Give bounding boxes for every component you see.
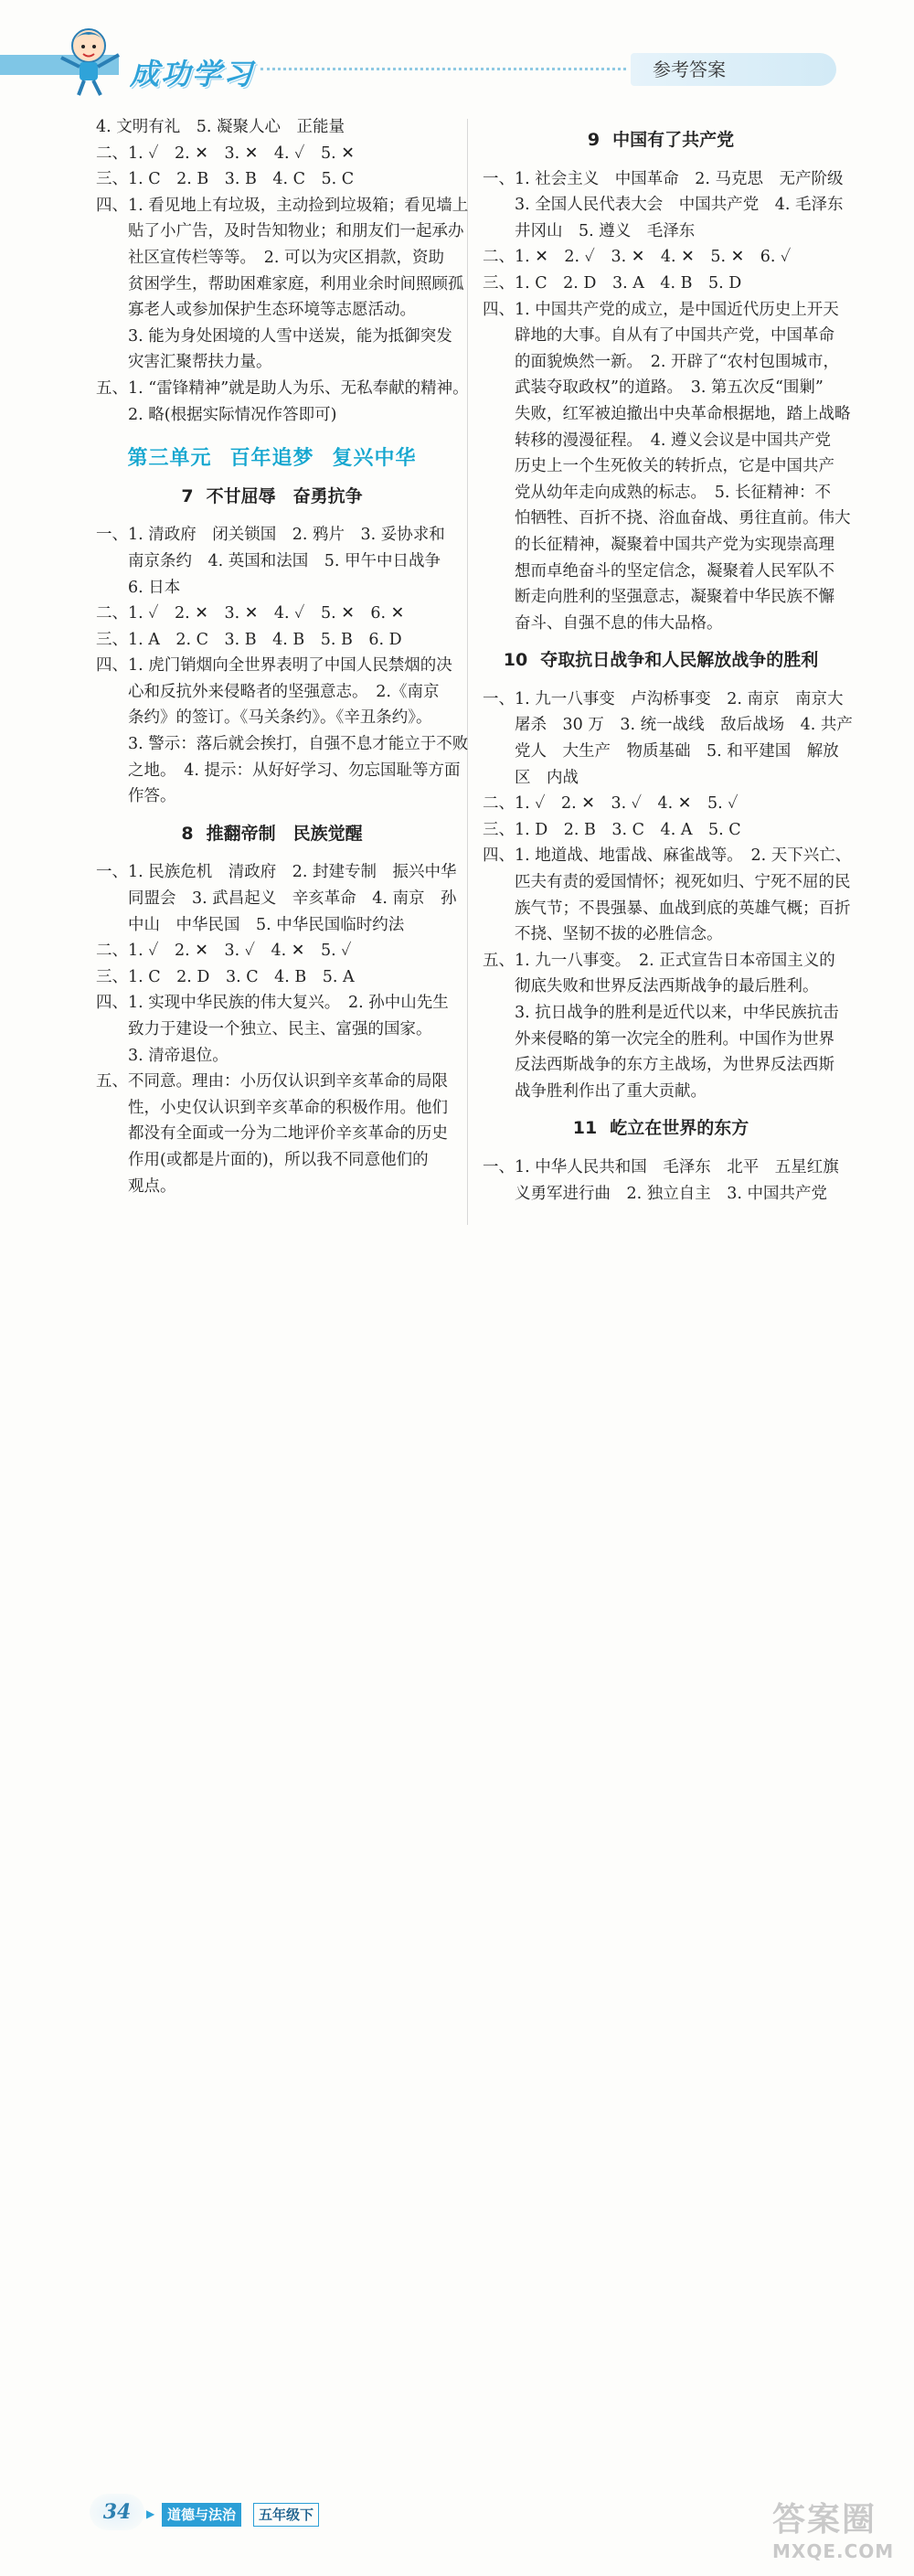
- answer-line: 五、1. 九一八事变。 2. 正式宣告日本帝国主义的: [483, 951, 835, 970]
- lesson-heading: [483, 647, 839, 674]
- answer-line: 南京条约 4. 英国和法国 5. 甲午中日战争: [96, 551, 441, 570]
- answer-line: 反法西斯战争的东方主战场，为世界反法西斯: [483, 1056, 834, 1075]
- answer-line: 党人 大生产 物质基础 5. 和平建国 解放: [483, 742, 839, 761]
- answer-line: 中山 中华民国 5. 中华民国临时约法: [96, 915, 405, 934]
- answer-line: 性，小史仅认识到辛亥革命的积极作用。他们: [96, 1098, 448, 1117]
- section-tag: 参考答案: [631, 53, 836, 86]
- brand-title: 成功学习: [130, 57, 255, 91]
- lesson-heading: [96, 821, 448, 847]
- answer-line: 四、1. 看见地上有垃圾，主动捡到垃圾箱；看见墙上: [96, 196, 469, 215]
- answer-line: 彻底失败和世界反法西斯战争的最后胜利。: [483, 977, 819, 996]
- answer-line: 2. 略(根据实际情况作答即可): [96, 405, 337, 424]
- answer-line: 武装夺取政权”的道路。 3. 第五次反“围剿”: [483, 378, 824, 398]
- answer-line: 作用(或都是片面的)，所以我不同意他们的: [96, 1150, 429, 1169]
- answer-line: 作答。: [96, 787, 176, 806]
- answer-line: 寡老人或参加保护生态环境等志愿活动。: [96, 301, 416, 320]
- lesson-number: 8: [181, 823, 194, 844]
- answer-line: 井冈山 5. 遵义 毛泽东: [483, 221, 696, 240]
- answer-line: 四、1. 虎门销烟向全世界表明了中国人民禁烟的决: [96, 656, 452, 676]
- answer-line: 一、1. 社会主义 中国革命 2. 马克思 无产阶级: [483, 169, 844, 188]
- answer-line: 贫困学生，帮助困难家庭，利用业余时间照顾孤: [96, 274, 464, 293]
- answer-line: 一、1. 中华人民共和国 毛泽东 北平 五星红旗: [483, 1157, 839, 1176]
- lesson-heading: [96, 484, 448, 510]
- answer-line: 辟地的大事。自从有了中国共产党，中国革命: [483, 326, 834, 346]
- answer-line: 条约》的签订。《马关条约》。《辛丑条约》。: [96, 708, 432, 728]
- lesson-title: 中国有了共产党: [612, 130, 735, 150]
- answer-line: 的面貌焕然一新。 2. 开辟了“农村包围城市，: [483, 352, 839, 371]
- answer-line: 转移的漫漫征程。 4. 遵义会议是中国共产党: [483, 431, 832, 450]
- unit-heading-part: 复兴中华: [332, 447, 417, 471]
- answer-line: 致力于建设一个独立、民主、富强的国家。: [96, 1020, 432, 1038]
- answer-line: 社区宣传栏等等。 2. 可以为灾区捐款，资助: [96, 248, 445, 267]
- answer-line: 党从幼年走向成熟的标志。 5. 长征精神：不: [483, 483, 832, 502]
- lesson-number: 7: [181, 485, 194, 506]
- answer-line: 4. 文明有礼 5. 凝聚人心 正能量: [96, 118, 345, 136]
- answer-line: 3. 能为身处困境的人雪中送炭，能为抵御突发: [96, 326, 452, 346]
- answer-line: 匹夫有责的爱国情怀；视死如归、宁死不屈的民: [483, 873, 851, 892]
- answer-line: 一、1. 清政府 闭关锁国 2. 鸦片 3. 妥协求和: [96, 526, 445, 545]
- answer-line: 三、1. D 2. B 3. C 4. A 5. C: [483, 820, 741, 839]
- answer-line: 屠杀 30 万 3. 统一战线 敌后战场 4. 共产: [483, 716, 853, 735]
- watermark-url: MXQE.COM: [772, 2540, 895, 2562]
- answer-line: 四、1. 地道战、地雷战、麻雀战等。 2. 天下兴亡、: [483, 846, 852, 866]
- page-header: [0, 0, 914, 101]
- arrow-icon: ▶: [146, 2507, 155, 2520]
- lesson-number: 9: [587, 130, 600, 150]
- answer-line: 都没有全面或一分为二地评价辛亥革命的历史: [96, 1124, 448, 1144]
- answer-line: 历史上一个生死攸关的转折点，它是中国共产: [483, 457, 834, 476]
- answer-line: 3. 清帝退位。: [96, 1046, 228, 1065]
- answer-line: 二、1. ✓ 2. ✕ 3. ✓ 4. ✕ 5. ✓: [483, 794, 739, 814]
- answer-line: 外来侵略的第一次完全的胜利。中国作为世界: [483, 1029, 834, 1048]
- answer-line: 一、1. 民族危机 清政府 2. 封建专制 振兴中华: [96, 863, 457, 882]
- page-number: 34: [90, 2494, 144, 2530]
- answer-line: 二、1. ✓ 2. ✕ 3. ✕ 4. ✓ 5. ✕ 6. ✕: [96, 604, 405, 623]
- answer-line: 灾害汇聚帮扶力量。: [96, 353, 272, 372]
- answer-line: 三、1. C 2. D 3. A 4. B 5. D: [483, 273, 742, 293]
- answer-line: 断走向胜利的坚强意志，凝聚着中华民族不懈: [483, 588, 834, 607]
- page-footer: [0, 1243, 914, 2562]
- answer-line: 贴了小广告，及时告知物业；和朋友们一起承办: [96, 222, 464, 241]
- lesson-heading: [483, 127, 839, 154]
- lesson-title: 屹立在世界的东方: [610, 1118, 749, 1139]
- answer-line: 四、1. 实现中华民族的伟大复兴。 2. 孙中山先生: [96, 994, 449, 1013]
- answer-line: 同盟会 3. 武昌起义 辛亥革命 4. 南京 孙: [96, 889, 457, 909]
- answer-line: 之地。 4. 提示：从好好学习、勿忘国耻等方面: [96, 761, 461, 780]
- unit-heading-part: 第三单元: [127, 447, 212, 471]
- answer-line: 3. 警示：落后就会挨打，自强不息才能立于不败: [96, 735, 469, 754]
- answer-line: 观点。: [96, 1176, 176, 1196]
- answer-line: 三、1. A 2. C 3. B 4. B 5. B 6. D: [96, 630, 402, 649]
- answer-line: 一、1. 九一八事变 卢沟桥事变 2. 南京 南京大: [483, 689, 844, 708]
- answer-line: 二、1. ✓ 2. ✕ 3. ✕ 4. ✓ 5. ✕: [96, 144, 355, 163]
- watermark-logo: 答案圈: [772, 2501, 877, 2539]
- answer-line: 怕牺牲、百折不挠、浴血奋战、勇往直前。伟大: [483, 509, 851, 528]
- answer-line: 的长征精神，凝聚着中国共产党为实现崇高理: [483, 535, 834, 554]
- grade-label: 五年级下: [253, 2503, 319, 2527]
- left-column: [96, 114, 469, 1199]
- unit-heading: [96, 446, 448, 473]
- answer-line: 五、1. “雷锋精神”就是助人为乐、无私奉献的精神。: [96, 378, 469, 398]
- answer-line: 三、1. C 2. D 3. C 4. B 5. A: [96, 967, 355, 986]
- answer-line: 族气节；不畏强暴、血战到底的英雄气概；百折: [483, 899, 851, 918]
- answer-line: 三、1. C 2. B 3. B 4. C 5. C: [96, 170, 355, 189]
- answer-line: 失败，红军被迫撤出中央革命根据地，踏上战略: [483, 404, 851, 423]
- answer-line: 6. 日本: [96, 578, 181, 597]
- answer-line: 战争胜利作出了重大贡献。: [483, 1081, 707, 1101]
- lesson-heading: [483, 1115, 839, 1142]
- answer-line: 二、1. ✓ 2. ✕ 3. ✓ 4. ✕ 5. ✓: [96, 942, 352, 961]
- answer-line: 3. 全国人民代表大会 中国共产党 4. 毛泽东: [483, 196, 844, 215]
- column-divider: [467, 119, 468, 1225]
- lesson-title: 推翻帝制 民族觉醒: [206, 823, 363, 844]
- lesson-number: 10: [503, 650, 528, 671]
- unit-heading-part: 百年追梦: [229, 447, 314, 471]
- answer-line: 区 内战: [483, 768, 579, 787]
- answer-line: 四、1. 中国共产党的成立，是中国近代历史上开天: [483, 300, 839, 319]
- header-dotted-line: [260, 68, 626, 70]
- answer-line: 奋斗、自强不息的伟大品格。: [483, 613, 723, 633]
- answer-line: 五、不同意。理由：小历仅认识到辛亥革命的局限: [96, 1072, 448, 1091]
- answer-line: 二、1. ✕ 2. ✓ 3. ✕ 4. ✕ 5. ✕ 6. ✓: [483, 248, 792, 267]
- lesson-title: 夺取抗日战争和人民解放战争的胜利: [540, 650, 819, 671]
- subject-label: 道德与法治: [162, 2503, 241, 2527]
- answer-line: 想而卓绝奋斗的坚定信念，凝聚着人民军队不: [483, 561, 834, 580]
- answer-line: 不挠、坚韧不拔的必胜信念。: [483, 925, 723, 944]
- right-column: [483, 114, 853, 1207]
- watermark: [772, 2494, 909, 2576]
- answer-line: 义勇军进行曲 2. 独立自主 3. 中国共产党: [483, 1184, 828, 1203]
- lesson-number: 11: [572, 1118, 598, 1139]
- mascot-icon: [48, 16, 130, 99]
- answer-line: 3. 抗日战争的胜利是近代以来，中华民族抗击: [483, 1004, 839, 1022]
- lesson-title: 不甘屈辱 奋勇抗争: [206, 485, 363, 506]
- answer-line: 心和反抗外来侵略者的坚强意志。 2.《南京: [96, 682, 440, 701]
